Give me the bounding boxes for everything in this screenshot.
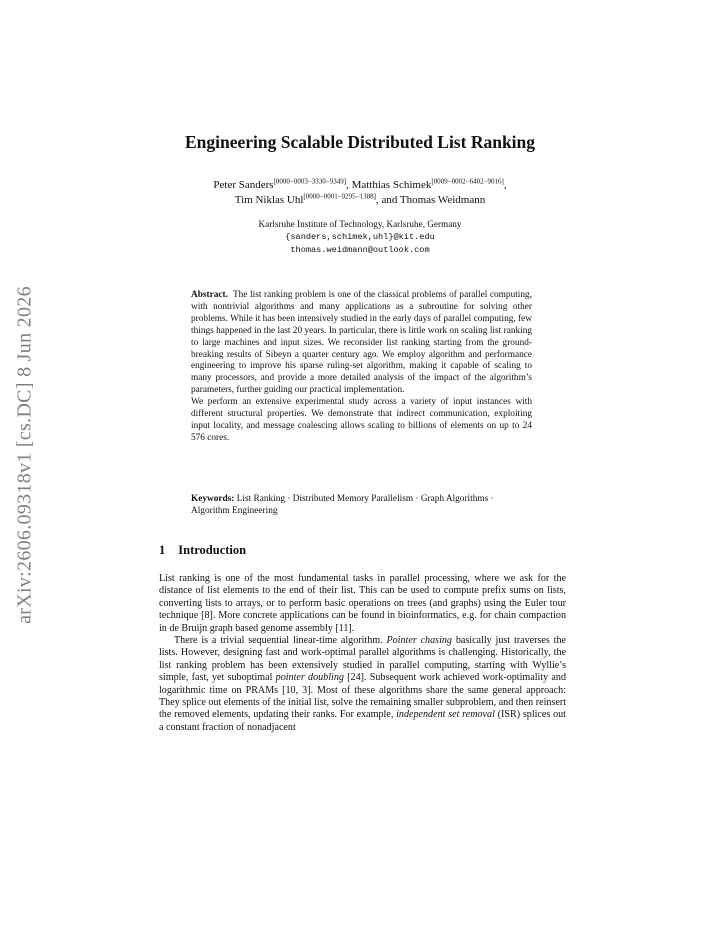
abstract-label: Abstract. bbox=[191, 290, 228, 300]
keywords-text: List Ranking · Distributed Memory Parallelism · Graph Algorithms · Algorithm Engineering bbox=[191, 494, 494, 516]
affiliation-block bbox=[0, 218, 720, 257]
author-separator: , bbox=[503, 179, 507, 191]
section-body bbox=[159, 573, 566, 734]
keywords bbox=[191, 494, 532, 518]
author-orcid: [0000−0001−9295−1388] bbox=[303, 192, 376, 201]
author-name: Tim Niklas Uhl bbox=[234, 194, 304, 206]
body-text: [24]. Subsequent work achieved work-optimality and logarithmic time on PRAMs [10, 3]. Most of these algorithms share the same general approach: They splice out elements of the initial list, solve the remaining smaller subproblem, and then reinsert the removed elements, updating their ranks. For example, bbox=[159, 672, 566, 721]
section-title: Introduction bbox=[178, 543, 247, 557]
author-line-2 bbox=[0, 193, 720, 208]
body-text: basically just traverses the lists. However, designing fast and work-optimal parallel algorithms is challenging. Historically, the list ranking problem has been extensively studied in parallel computing, starting with Wyllie’s simple, fast, yet suboptimal bbox=[159, 635, 566, 684]
section-number: 1 bbox=[159, 543, 166, 557]
emphasis-term: independent set removal bbox=[396, 709, 495, 721]
body-text: There is a trivial sequential linear-time algorithm. bbox=[174, 635, 387, 647]
emphasis-term: Pointer chasing bbox=[386, 635, 452, 647]
arxiv-identifier: arXiv:2606.09318v1 [cs.DC] 8 Jun 2026 bbox=[13, 286, 36, 624]
paper-title: Engineering Scalable Distributed List Ranking bbox=[184, 132, 536, 152]
body-paragraph bbox=[159, 635, 566, 734]
author-name: Thomas Weidmann bbox=[399, 194, 486, 206]
author-orcid: [0000−0003−3330−9349] bbox=[273, 177, 347, 186]
author-name: Matthias Schimek bbox=[351, 179, 432, 191]
body-paragraph: List ranking is one of the most fundamental tasks in parallel processing, where we ask for the distance of list elements to the end of their list. This can be used to compute prefix sums on lists, converting lists to arrays, or to perform basic operations on trees (and graphs) using the Euler tour technique [8]. More concrete applications can be found in bioinformatics, e.g. for chain compaction in de Bruijn graph based genome assembly [11]. bbox=[159, 573, 566, 634]
email-line: thomas.weidmann@outlook.com bbox=[290, 245, 430, 255]
author-orcid: [0009−0002−6402−9016] bbox=[431, 177, 504, 186]
emphasis-term: pointer doubling bbox=[275, 672, 344, 684]
affiliation: Karlsruhe Institute of Technology, Karlsruhe, Germany bbox=[258, 219, 462, 229]
body-text: (ISR) splices out a constant fraction of nonadjacent bbox=[159, 709, 566, 733]
author-line-1 bbox=[0, 178, 720, 193]
author-name: Peter Sanders bbox=[213, 179, 274, 191]
abstract bbox=[191, 290, 532, 445]
author-separator: , bbox=[346, 179, 352, 191]
abstract-paragraph: The list ranking problem is one of the classical problems of parallel computing, with nontrivial algorithms and many applications as a subroutine for solving other problems. While it has been intensively studied in the early days of parallel computing, few things happened in the last 20 years. In particular, there is little work on scaling list ranking to large machines and input sizes. We reconsider list ranking starting from the ground-breaking results of Sibeyn a quarter century ago. We employ algorithm and performance engineering to improve his sparse ruling-set algorithm, making it capable of scaling to many processors, and provide a more detailed analysis of the impact of the algorithm’s parameters, further guiding our practical implementation. bbox=[191, 290, 533, 396]
email-line: {sanders,schimek,uhl}@kit.edu bbox=[285, 232, 435, 242]
abstract-paragraph: We perform an extensive experimental study across a variety of input instances with different structural properties. We demonstrate that indirect communication, exploiting input locality, and message coalescing allows scaling to billions of elements on up to 24 576 cores. bbox=[191, 397, 532, 443]
section-heading bbox=[159, 543, 246, 558]
keywords-label: Keywords: bbox=[191, 494, 235, 504]
author-separator: , and bbox=[375, 194, 400, 206]
author-list bbox=[0, 178, 720, 208]
